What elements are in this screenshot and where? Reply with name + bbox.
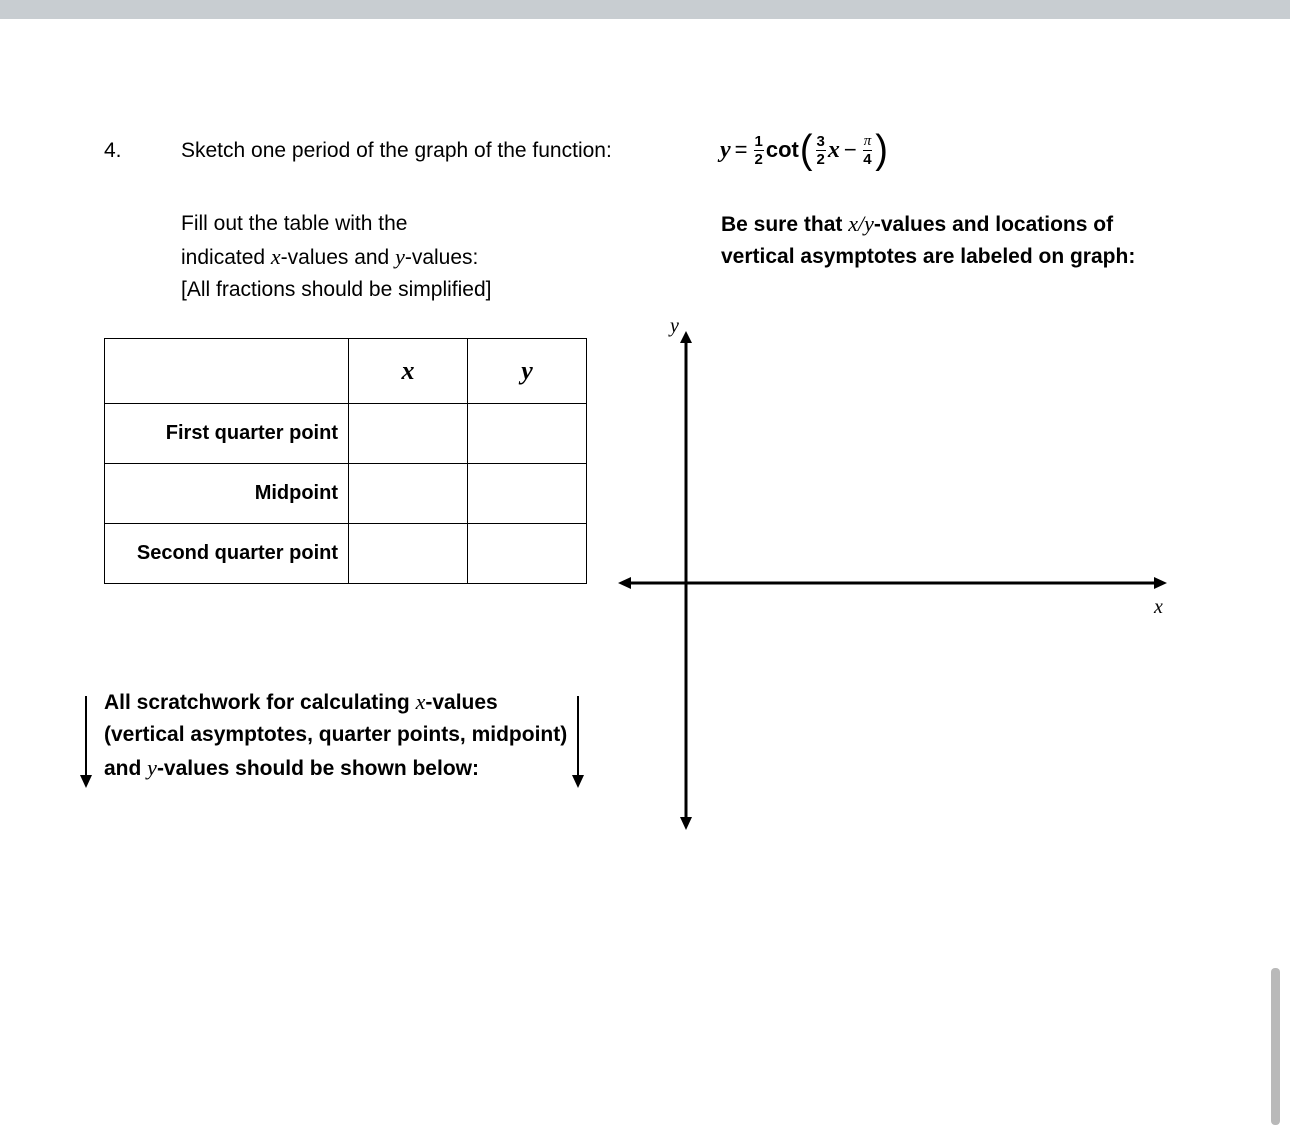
instr-text: Be sure that — [721, 213, 849, 236]
instr-text: indicated — [181, 246, 271, 269]
y-axis-down-arrow-icon — [680, 817, 692, 830]
row-label-midpoint: Midpoint — [105, 464, 349, 524]
y-axis-up-arrow-icon — [680, 331, 692, 343]
instr-text: -values and locations of — [873, 213, 1114, 236]
coef-numerator: 1 — [754, 132, 763, 150]
header-x: x — [349, 339, 468, 404]
scratch-text: -values should be shown below: — [156, 757, 479, 780]
x-axis-label: x — [1154, 596, 1163, 618]
y-axis — [680, 331, 692, 830]
shift-denominator: 4 — [863, 150, 872, 168]
instr-text: -values: — [404, 246, 479, 269]
shift-numerator: π — [863, 132, 872, 149]
formula-inner-var: x — [827, 136, 840, 163]
x-axis-right-arrow-icon — [1154, 577, 1167, 589]
scratch-text: and — [104, 757, 148, 780]
x-axis-left-arrow-icon — [618, 577, 631, 589]
table-instr-line3: [All fractions should be simplified] — [181, 278, 492, 301]
instr-var-y: y — [395, 244, 405, 269]
graph-instr-line2: vertical asymptotes are labeled on graph: — [721, 245, 1136, 268]
row-label-first-quarter: First quarter point — [105, 404, 349, 464]
formula-function: cot — [765, 137, 799, 162]
instr-text: -values and — [280, 246, 396, 269]
header-y: y — [468, 339, 587, 404]
coef-denominator: 2 — [754, 150, 763, 168]
row-label-second-quarter: Second quarter point — [105, 524, 349, 584]
x-axis — [618, 577, 1167, 589]
scratch-var-x: x — [415, 689, 426, 714]
table-instr-line1: Fill out the table with the — [181, 212, 408, 235]
formula-equals: = — [734, 137, 748, 162]
scratch-line2: (vertical asymptotes, quarter points, midpoint) — [104, 723, 568, 746]
close-paren: ) — [875, 127, 888, 173]
formula-lhs-var: y — [720, 136, 731, 163]
instr-var-x: x — [270, 244, 281, 269]
scratch-text: All scratchwork for calculating — [104, 691, 416, 714]
y-axis-label: y — [670, 315, 679, 337]
open-paren: ( — [799, 127, 813, 173]
scratch-right-arrow-icon — [572, 696, 584, 788]
scratch-var-y: y — [147, 755, 157, 780]
inner-coef-denominator: 2 — [816, 150, 825, 168]
instr-var-xy: x/y — [848, 211, 874, 236]
vertical-scrollbar-thumb[interactable] — [1271, 968, 1280, 1125]
question-instruction: Sketch one period of the graph of the function: — [181, 139, 612, 162]
formula-minus: − — [843, 137, 857, 162]
scratch-left-arrow-icon — [80, 696, 92, 788]
scratch-text: -values — [425, 691, 498, 714]
inner-coef-numerator: 3 — [816, 132, 825, 150]
question-number: 4. — [104, 139, 122, 162]
